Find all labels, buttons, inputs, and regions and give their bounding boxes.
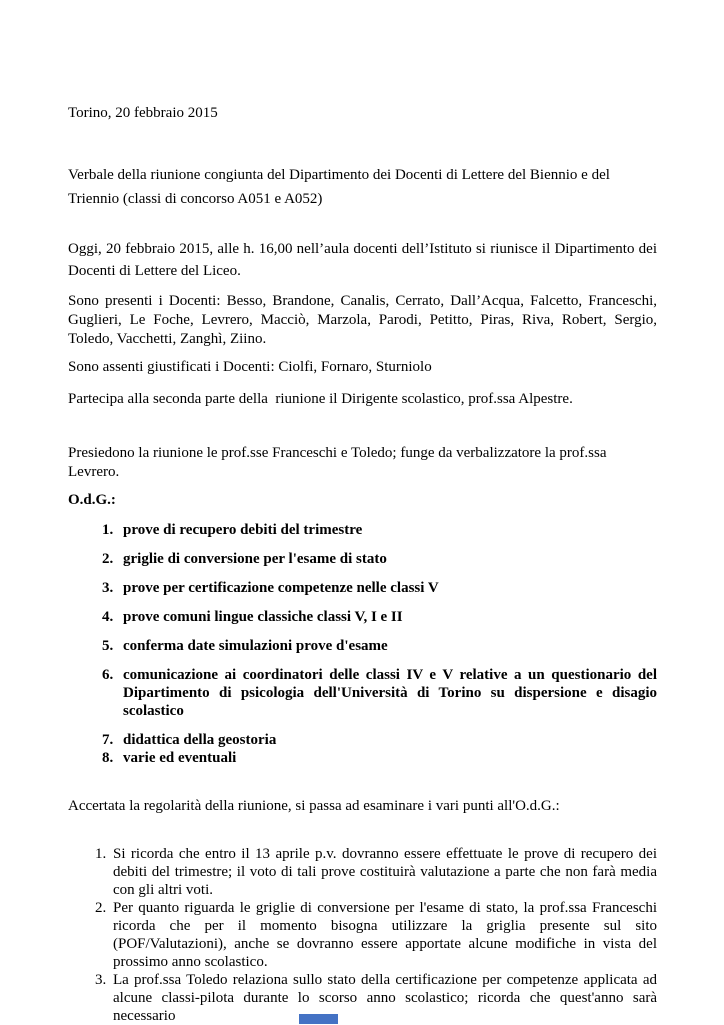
odg-item-1: 1. prove di recupero debiti del trimestre [117, 521, 657, 539]
page-indicator-bar [299, 1014, 338, 1024]
odg-item-2: 2. griglie di conversione per l'esame di stato [117, 550, 657, 568]
odg-item-6: 6. comunicazione ai coordinatori delle classi IV e V relative a un questionario del Dipartimento di psicologia dell'Università di Torino su dispersione e disagio scolastico [117, 666, 657, 720]
paragraph-regularity-transition: Accertata la regolarità della riunione, si passa ad esaminare i vari punti all'O.d.G.: [68, 798, 560, 814]
odg-list [68, 521, 657, 767]
odg-item-5: 5. conferma date simulazioni prove d'esame [117, 637, 657, 655]
paragraph-presiding: Presiedono la riunione le prof.sse Franceschi e Toledo; funge da verbalizzatore la prof.ssa Levrero. [68, 445, 607, 480]
document-subject: Verbale della riunione congiunta del Dipartimento dei Docenti di Lettere del Biennio e del Triennio (classi di concorso A051 e A052) [68, 167, 610, 207]
odg-item-7: 7. didattica della geostoria [117, 731, 657, 749]
paragraph-meeting-opening: Oggi, 20 febbraio 2015, alle h. 16,00 nell’aula docenti dell’Istituto si riunisce il Dipartimento dei Docenti di Lettere del Liceo. [68, 241, 657, 279]
discussion-item-2: 2. Per quanto riguarda le griglie di conversione per l'esame di stato, la prof.ssa Franceschi ricorda che per il momento bisogna utilizzare la griglia presente sul sito (POF/Valutazioni), anche se dovranno essere apportate alcune modifiche in vista del prossimo anno scolastico. [110, 899, 657, 971]
dateline: Torino, 20 febbraio 2015 [68, 105, 218, 121]
discussion-list [68, 845, 657, 1025]
paragraph-headmaster-participation: Partecipa alla seconda parte della riunione il Dirigente scolastico, prof.ssa Alpestre. [68, 391, 573, 407]
odg-item-4: 4. prove comuni lingue classiche classi V, I e II [117, 608, 657, 626]
discussion-item-1: 1. Si ricorda che entro il 13 aprile p.v. dovranno essere effettuate le prove di recupero dei debiti del trimestre; il voto di tali prove costituirà valutazione a parte che non farà media con gli altri voti. [110, 845, 657, 899]
odg-item-3: 3. prove per certificazione competenze nelle classi V [117, 579, 657, 597]
paragraph-attendees-present: Sono presenti i Docenti: Besso, Brandone, Canalis, Cerrato, Dall’Acqua, Falcetto, Franceschi, Guglieri, Le Foche, Levrero, Macciò, Marzola, Parodi, Petitto, Piras, Riva, Robert, Sergio, Toledo, Vacchetti, Zanghì, Ziino. [68, 293, 657, 347]
paragraph-absentees: Sono assenti giustificati i Docenti: Ciolfi, Fornaro, Sturniolo [68, 359, 432, 375]
discussion-item-3: 3. La prof.ssa Toledo relaziona sullo stato della certificazione per competenze applicata ad alcune classi-pilota durante lo scorso anno scolastico; ricorda che quest'anno sarà necessario [110, 971, 657, 1025]
odg-heading: O.d.G.: [68, 492, 116, 508]
odg-item-8: 8. varie ed eventuali [117, 749, 657, 767]
